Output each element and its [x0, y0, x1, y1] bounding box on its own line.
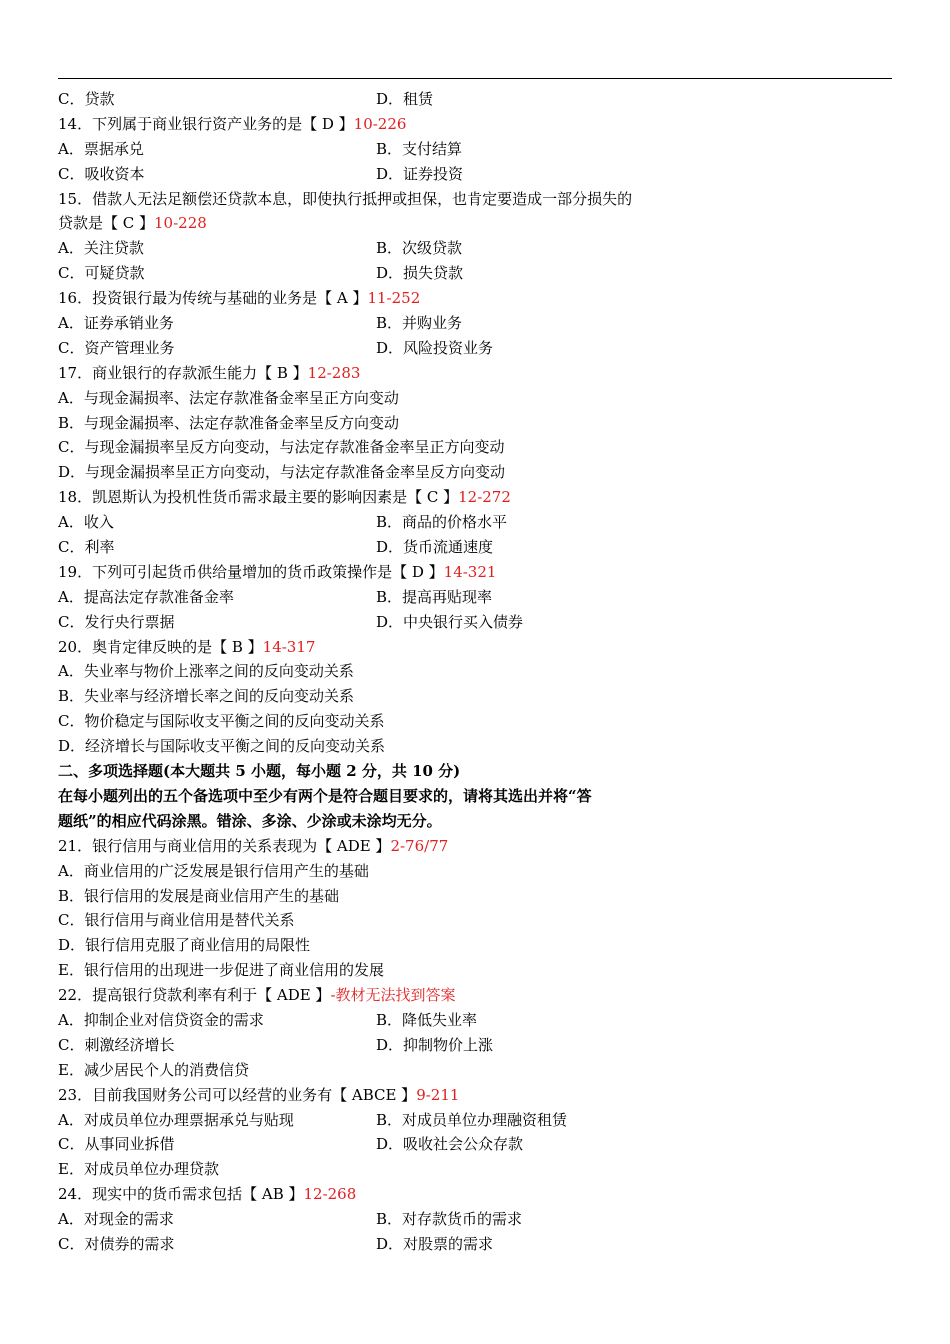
text-line — [58, 187, 892, 212]
option-right: B．并购业务 — [376, 314, 463, 333]
exam-document — [58, 87, 892, 1257]
line-text: E．银行信用的出现进一步促进了商业信用的发展 — [58, 961, 384, 980]
option-row — [58, 336, 892, 361]
question-line — [58, 1182, 892, 1207]
option-right: B．提高再贴现率 — [376, 587, 493, 606]
question-text: 21．银行信用与商业信用的关系表现为【 ADE 】 — [58, 836, 391, 855]
option-left: C．可疑贷款 — [58, 264, 145, 283]
text-line — [58, 908, 892, 933]
section-heading-line — [58, 759, 892, 784]
page-reference: -教材无法找到答案 — [330, 986, 456, 1005]
line-text: C．物价稳定与国际收支平衡之间的反向变动关系 — [58, 712, 385, 731]
line-text: 15．借款人无法足额偿还贷款本息，即使执行抵押或担保，也肯定要造成一部分损失的 — [58, 189, 633, 208]
line-text: D．与现金漏损率呈正方向变动，与法定存款准备金率呈反方向变动 — [58, 463, 506, 482]
line-text: A．失业率与物价上涨率之间的反向变动关系 — [58, 662, 354, 681]
page-reference: 14-317 — [262, 637, 316, 656]
option-left: C．资产管理业务 — [58, 338, 175, 357]
option-left: C．从事同业拆借 — [58, 1135, 175, 1154]
line-text: B．银行信用的发展是商业信用产生的基础 — [58, 886, 340, 905]
option-right: B．降低失业率 — [376, 1010, 478, 1029]
page-reference: 2-76/77 — [390, 836, 449, 855]
text-line — [58, 859, 892, 884]
option-right: D．抑制物价上涨 — [376, 1035, 494, 1054]
text-line — [58, 1058, 892, 1083]
line-text: 在每小题列出的五个备选项中至少有两个是符合题目要求的，请将其选出并将“答 — [58, 786, 592, 805]
question-line — [58, 112, 892, 137]
line-text: 二、多项选择题(本大题共 5 小题，每小题 2 分，共 10 分) — [58, 762, 461, 781]
line-text: C．银行信用与商业信用是替代关系 — [58, 911, 295, 930]
option-left: C．对债券的需求 — [58, 1234, 175, 1253]
option-left: A．提高法定存款准备金率 — [58, 587, 234, 606]
question-text: 23．目前我国财务公司可以经营的业务有【 ABCE 】 — [58, 1085, 417, 1104]
option-row — [58, 87, 892, 112]
question-text: 20．奥肯定律反映的是【 B 】 — [58, 637, 263, 656]
option-row — [58, 1033, 892, 1058]
page-reference: 12-268 — [303, 1185, 357, 1204]
page-reference: 11-252 — [367, 289, 421, 308]
option-row — [58, 1108, 892, 1133]
option-left: C．吸收资本 — [58, 164, 145, 183]
page-reference: 10-226 — [353, 114, 407, 133]
question-text: 19．下列可引起货币供给量增加的货币政策操作是【 D 】 — [58, 562, 444, 581]
option-right: B．次级贷款 — [376, 239, 463, 258]
text-line — [58, 1157, 892, 1182]
option-right: B．对存款货币的需求 — [376, 1210, 523, 1229]
question-line — [58, 361, 892, 386]
text-line — [58, 386, 892, 411]
question-text: 14．下列属于商业银行资产业务的是【 D 】 — [58, 114, 354, 133]
option-row — [58, 1008, 892, 1033]
option-right: B．对成员单位办理融资租赁 — [376, 1110, 568, 1129]
question-line — [58, 635, 892, 660]
question-line — [58, 983, 892, 1008]
text-line — [58, 734, 892, 759]
page-reference: 12-272 — [458, 488, 511, 507]
option-right: D．租赁 — [376, 90, 434, 108]
option-right: D．中央银行买入债券 — [376, 612, 524, 631]
option-row — [58, 1207, 892, 1232]
option-row — [58, 311, 892, 336]
option-right: D．证券投资 — [376, 164, 464, 183]
question-text: 贷款是【 C 】 — [58, 214, 155, 233]
line-text: B．失业率与经济增长率之间的反向变动关系 — [58, 687, 355, 706]
text-line — [58, 884, 892, 909]
option-row — [58, 261, 892, 286]
line-text: E．对成员单位办理贷款 — [58, 1160, 219, 1179]
line-text: 题纸”的相应代码涂黑。错涂、多涂、少涂或未涂均无分。 — [58, 811, 442, 830]
option-right: D．货币流通速度 — [376, 538, 494, 557]
question-line — [58, 560, 892, 585]
option-row — [58, 535, 892, 560]
question-text: 24．现实中的货币需求包括【 AB 】 — [58, 1185, 304, 1204]
question-line — [58, 1083, 892, 1108]
option-row — [58, 137, 892, 162]
page-reference: 12-283 — [307, 363, 361, 382]
option-left: A．抑制企业对信贷资金的需求 — [58, 1010, 264, 1029]
question-text: 22．提高银行贷款利率有利于【 ADE 】 — [58, 986, 331, 1005]
option-right: B．商品的价格水平 — [376, 513, 508, 532]
text-line — [58, 659, 892, 684]
option-row — [58, 1132, 892, 1157]
option-left: C．利率 — [58, 538, 115, 557]
section-heading-line — [58, 784, 892, 809]
line-text: A．商业信用的广泛发展是银行信用产生的基础 — [58, 861, 369, 880]
option-row — [58, 510, 892, 535]
question-text: 16．投资银行最为传统与基础的业务是【 A 】 — [58, 289, 368, 308]
text-line — [58, 684, 892, 709]
option-left: C．贷款 — [58, 90, 115, 108]
top-rule — [58, 78, 892, 79]
option-right: D．对股票的需求 — [376, 1234, 494, 1253]
section-heading-line — [58, 809, 892, 834]
option-left: A．收入 — [58, 513, 114, 532]
question-text: 18．凯恩斯认为投机性货币需求最主要的影响因素是【 C 】 — [58, 488, 459, 507]
question-line — [58, 834, 892, 859]
option-right: B．支付结算 — [376, 139, 463, 158]
option-row — [58, 1232, 892, 1257]
text-line — [58, 435, 892, 460]
line-text: A．与现金漏损率、法定存款准备金率呈正方向变动 — [58, 388, 399, 407]
question-line — [58, 286, 892, 311]
option-left: C．刺激经济增长 — [58, 1035, 175, 1054]
option-row — [58, 610, 892, 635]
question-line — [58, 211, 892, 236]
option-right: D．损失贷款 — [376, 264, 464, 283]
page-reference: 9-211 — [416, 1085, 460, 1104]
text-line — [58, 460, 892, 485]
option-row — [58, 162, 892, 187]
line-text: D．银行信用克服了商业信用的局限性 — [58, 936, 311, 955]
option-row — [58, 236, 892, 261]
option-left: A．关注贷款 — [58, 239, 144, 258]
text-line — [58, 411, 892, 436]
page-reference: 10-228 — [154, 214, 207, 233]
option-right: D．吸收社会公众存款 — [376, 1135, 524, 1154]
text-line — [58, 958, 892, 983]
option-left: C．发行央行票据 — [58, 612, 175, 631]
line-text: E．减少居民个人的消费信贷 — [58, 1060, 249, 1079]
question-text: 17．商业银行的存款派生能力【 B 】 — [58, 363, 308, 382]
question-line — [58, 485, 892, 510]
page-reference: 14-321 — [443, 562, 497, 581]
option-right: D．风险投资业务 — [376, 338, 494, 357]
option-row — [58, 585, 892, 610]
text-line — [58, 709, 892, 734]
option-left: A．票据承兑 — [58, 139, 144, 158]
line-text: D．经济增长与国际收支平衡之间的反向变动关系 — [58, 737, 386, 756]
line-text: B．与现金漏损率、法定存款准备金率呈反方向变动 — [58, 413, 400, 432]
text-line — [58, 933, 892, 958]
line-text: C．与现金漏损率呈反方向变动，与法定存款准备金率呈正方向变动 — [58, 438, 505, 457]
option-left: A．证券承销业务 — [58, 314, 174, 333]
option-left: A．对现金的需求 — [58, 1210, 174, 1229]
option-left: A．对成员单位办理票据承兑与贴现 — [58, 1110, 294, 1129]
